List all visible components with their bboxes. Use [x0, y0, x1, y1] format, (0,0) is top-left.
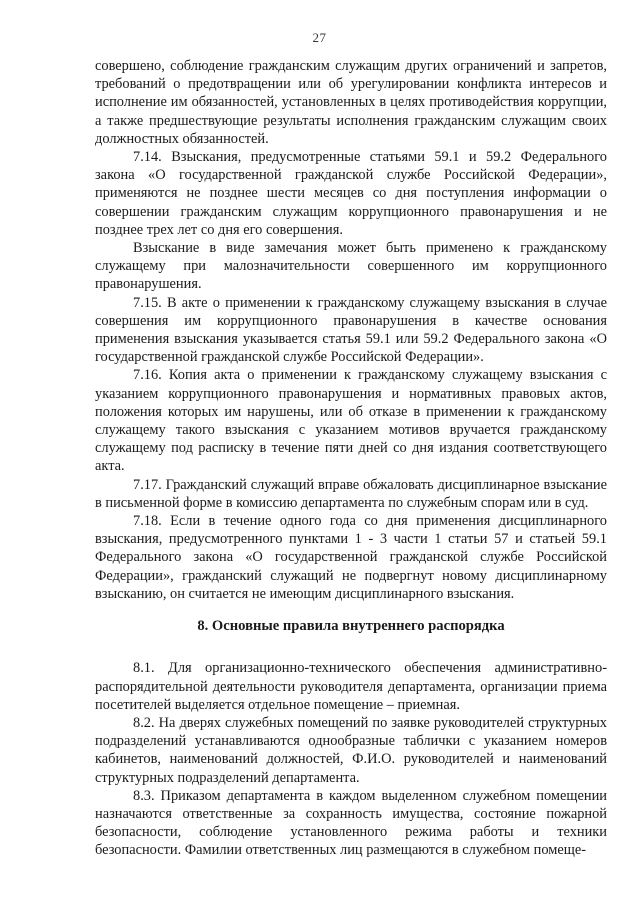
section-8	[95, 659, 607, 859]
page-number: 27	[312, 30, 327, 45]
paragraph-7-14: 7.14. Взыскания, предусмотренные статьями 59.1 и 59.2 Федерального закона «О государственной гражданской службе Российской Федерации», применяются не позднее шести месяцев со дня поступления информации о совершении гражданским служащим коррупционного правонарушения и не позднее трех лет со дня его совершения.	[95, 149, 607, 238]
paragraph-7-15: 7.15. В акте о применении к гражданскому служащему взыскания в случае совершения им коррупционного правонарушения в качестве основания применения взыскания указывается статья 59.1 или 59.2 Федерального закона «О государственной гражданской службе Российской Федерации».	[95, 294, 607, 366]
section-8-heading: 8. Основные правила внутреннего распорядка	[197, 618, 505, 635]
paragraph-7-18: 7.18. Если в течение одного года со дня применения дисциплинарного взыскания, предусмотренного пунктами 1 - 3 части 1 статьи 57 и статьей 59.1 Федерального закона «О государственной гражданской службе Российской Федерации», гражданский служащий не подвергнут новому дисциплинарному взысканию, он считается не имеющим дисциплинарного взыскания.	[95, 513, 607, 602]
paragraph-continuation: совершено, соблюдение гражданским служащим других ограничений и запретов, требований о предотвращении или об урегулировании конфликта интересов и исполнение им обязанностей, установленных в целях противодействия коррупции, а также предшествующие результаты исполнения гражданским служащим своих должностных обязанностей.	[95, 58, 607, 147]
paragraph-8-3: 8.3. Приказом департамента в каждом выделенном служебном помещении назначаются ответственные за сохранность имущества, состояние пожарной безопасности, соблюдение установленного режима работы и техники безопасности. Фамилии ответственных лиц размещаются в служебном помеще-	[95, 787, 607, 859]
paragraph-7-17: 7.17. Гражданский служащий вправе обжаловать дисциплинарное взыскание в письменной форме в комиссию департамента по служебным спорам или в суд.	[95, 476, 607, 511]
paragraph-8-1: 8.1. Для организационно-технического обеспечения административно-распорядительной деятельности руководителя департамента, организации приема посетителей выделяется отдельное помещение – приемная.	[95, 660, 607, 713]
paragraph-8-2: 8.2. На дверях служебных помещений по заявке руководителей структурных подразделений устанавливаются однообразные таблички с указанием номеров кабинетов, наименований должностей, Ф.И.О. руководителей и наименований структурных подразделений департамента.	[95, 714, 607, 786]
paragraph-7-16: 7.16. Копия акта о применении к гражданскому служащему взыскания с указанием коррупционного правонарушения и нормативных правовых актов, положения которых им нарушены, или об отказе в применении к гражданскому служащему такого взыскания с указанием мотивов вручается гражданскому служащему под расписку в течение пяти дней со дня издания соответствующего акта.	[95, 367, 607, 475]
document-body	[95, 57, 607, 860]
section-7-continuation	[95, 57, 607, 603]
paragraph-7-14-remark: Взыскание в виде замечания может быть применено к гражданскому служащему при малозначительности совершенного им коррупционного правонарушения.	[95, 240, 607, 293]
